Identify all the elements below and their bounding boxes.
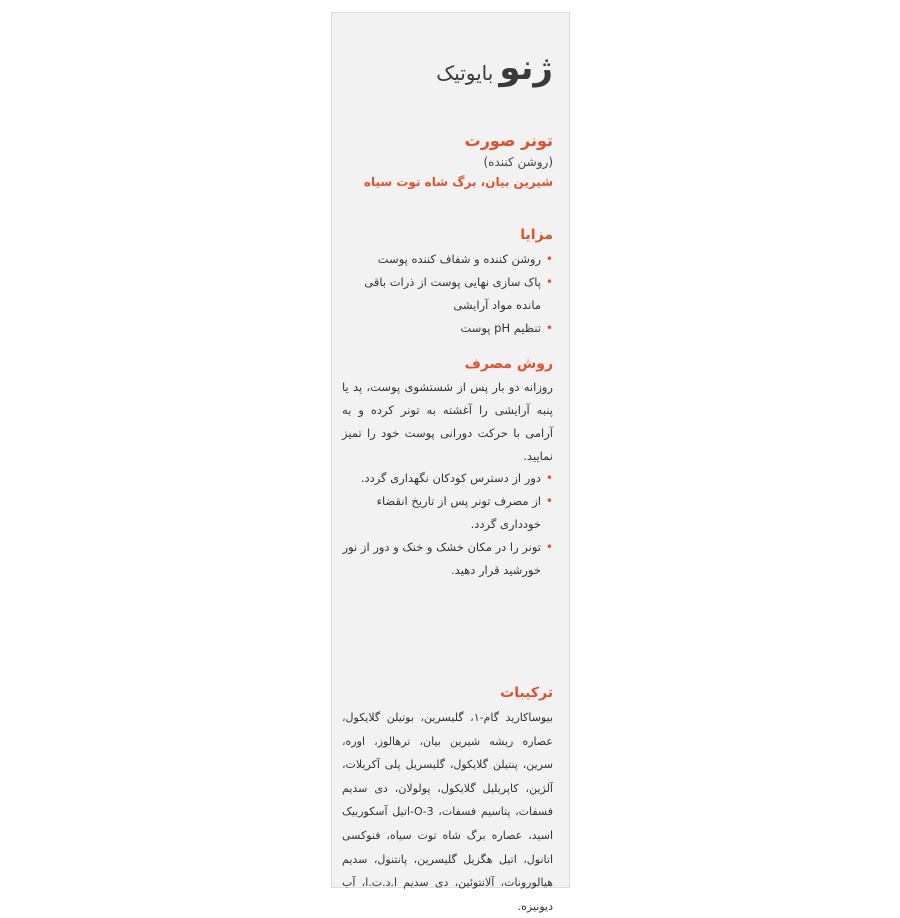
brand-name: ژنو <box>499 48 553 88</box>
ingredients-heading: ترکیبات <box>500 685 553 701</box>
product-title: تونر صورت <box>464 131 553 150</box>
product-tagline: شیرین بیان، برگ شاه توت سیاه <box>363 175 553 189</box>
panel-content <box>332 13 569 913</box>
product-subtitle: (روشن کننده) <box>483 155 553 169</box>
product-box-panel <box>331 12 570 913</box>
brand-logo <box>436 48 553 88</box>
ingredients-text: بیوساکارید گام-۱، گلیسرین، بوتیلن گلایکول، عصاره ریشه شیرین بیان، ترهالوز، اوره، سرین، پنتیلن گلایکول، گلیسریل پلی آکریلات، آلژین، کاپریلیل گلایکول، پولولان، دی سدیم فسفات، پتاسیم فسفات، 3-O-اتیل آسکوربیک اسید، عصاره برگ شاه توت سیاه، فنوکسی اتانول، اتیل هگزیل گلیسرین، پانتنول، سدیم هیالورونات، آلانتوئین، دی سدیم ا.د.ت.ا، آب دیونیزه. <box>342 711 553 913</box>
benefits-heading: مزایا <box>520 227 553 243</box>
list-item: • تنظیم pH پوست <box>340 317 553 340</box>
list-item: • پاک سازی نهایی پوست از ذرات باقی مانده مواد آرایشی <box>340 271 553 317</box>
usage-heading: روش مصرف <box>464 356 553 372</box>
list-item: • دور از دسترس کودکان نگهداری گردد. <box>340 467 553 490</box>
warnings-list <box>340 467 553 582</box>
list-item: • از مصرف تونر پس از تاریخ انقضاء خودداری گردد. <box>340 490 553 536</box>
list-item: • روشن کننده و شفاف کننده پوست <box>340 248 553 271</box>
brand-sub: بایوتیک <box>436 61 494 85</box>
benefits-list <box>340 248 553 340</box>
list-item: • تونر را در مکان خشک و خنک و دور از نور خورشید قرار دهید. <box>340 536 553 582</box>
usage-text: روزانه دو بار پس از شستشوی پوست، پد یا پنبه آرایشی را آغشته به تونر کرده و به آرامی با حرکت دورانی پوست خود را تمیز نمایید. <box>342 380 553 463</box>
